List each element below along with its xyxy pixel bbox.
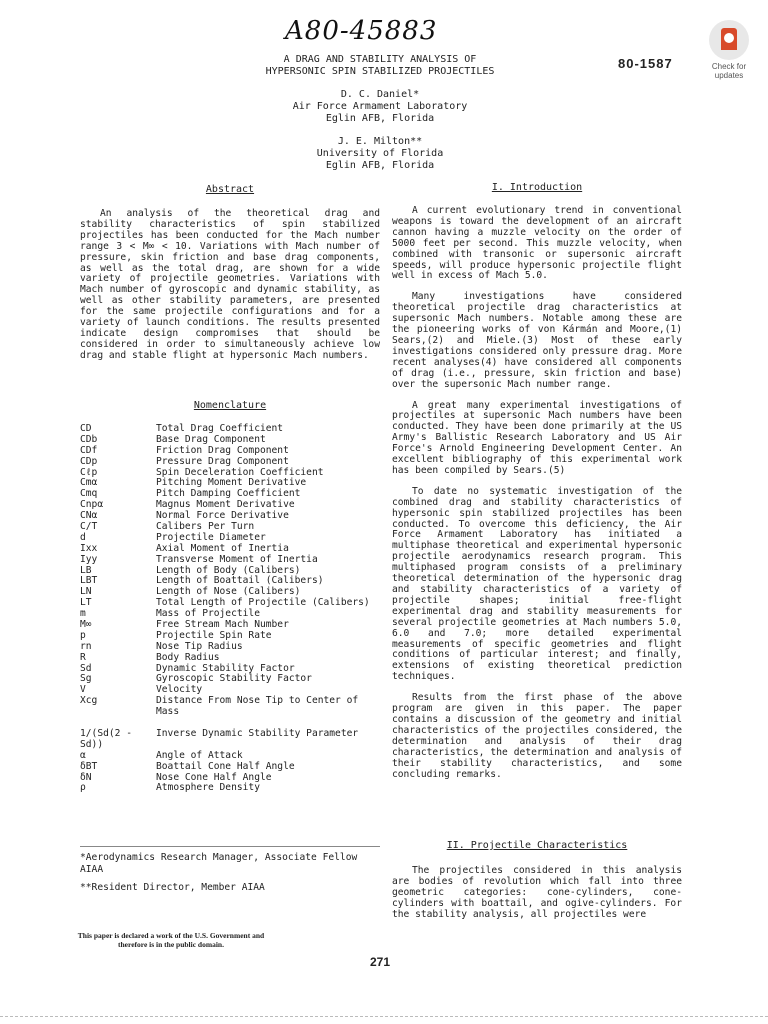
author-name: J. E. Milton** <box>337 136 423 147</box>
nomenclature-definition: Mass <box>156 706 180 718</box>
nomenclature-symbol: CDb <box>80 433 98 445</box>
author-affiliation: Air Force Armament Laboratory <box>292 101 468 112</box>
footnote-2: **Resident Director, Member AIAA <box>80 882 265 893</box>
public-domain-declaration: This paper is declared a work of the U.S. Government and therefore is in the public domain. <box>77 931 265 949</box>
nomenclature-definition: Atmosphere Density <box>156 782 260 794</box>
nomenclature-definition: Normal Force Derivative <box>156 510 289 522</box>
nomenclature-definition: Nose Cone Half Angle <box>156 771 272 783</box>
nomenclature-symbol: CD <box>80 423 92 434</box>
abstract-text: An analysis of the theoretical drag and stability characteristics of spin stabilized projectiles has been conducted for the Mach number range 3 < M∞ < 10. Variations with Mach number of pressure, skin friction and base drag components, as well as the total drag, are shown for a wide variety of projectile geometries. Variations with Mach number of gyroscopic and dynamic stability, as well as other stability parameters, are presented for the same projectile configurations and for a variety of launch conditions. The results presented indicate design compromises that should be considered in order to simultaneously achieve low drag and stable flight at hypersonic Mach numbers. <box>80 208 380 361</box>
nomenclature-row <box>80 674 380 685</box>
intro-paragraph-4: To date no systematic investigation of the combined drag and stability characteristics of hypersonic spin stabilized projectiles has been conducted. To overcome this deficiency, the Air Force Armament Laboratory has initiated a multiphase theoretical and experimental hypersonic projectile aerodynamics research program. This multiphased program consists of a preliminary theoretical determination of the hypersonic drag and stability characteristics of a variety of projectile shapes; initial free-flight experimental drag and stability measurements for several projectile geometries at Mach numbers 5.0, 6.0 and 7.0; more detailed experimental measurements of specific geometries and flight conditions of particular interest; and finally, extensions of existing theoretical prediction techniques. <box>392 485 682 683</box>
abstract-heading: Abstract <box>205 184 255 195</box>
nomenclature-definition: Length of Body (Calibers) <box>156 564 301 576</box>
nomenclature-symbol: CNα <box>80 510 98 522</box>
nomenclature-symbol: α <box>80 749 86 761</box>
nomenclature-heading: Nomenclature <box>193 400 267 411</box>
intro-paragraph-5: Results from the first phase of the above program are given in this paper. The paper contains a discussion of the geometry and initial characteristics of the projectiles considered, the determination and analysis of their drag characteristics, the determination and analysis of their stability characteristics, and some concluding remarks. <box>392 692 682 780</box>
nomenclature-symbol: Iyy <box>80 553 98 565</box>
section-2-body <box>392 866 682 921</box>
bookmark-icon <box>709 20 749 60</box>
intro-paragraph-3: A great many experimental investigations of projectiles at supersonic Mach numbers have been conducted. They have been done primarily at the US Army's Ballistic Research Laboratory and US Air Force's Arnold Engineering Development Center. An excellent bibliography of this experimental work has been compiled by Sears.(5) <box>392 399 682 476</box>
author-location: Eglin AFB, Florida <box>325 113 435 124</box>
nomenclature-definition: Free Stream Mach Number <box>156 619 289 631</box>
nomenclature-row <box>80 642 380 653</box>
nomenclature-symbol: δBT <box>80 760 98 772</box>
nomenclature-definition: Length of Nose (Calibers) <box>156 586 301 598</box>
nomenclature-definition: Projectile Spin Rate <box>156 629 272 641</box>
nomenclature-row <box>80 555 380 566</box>
nomenclature-definition: Projectile Diameter <box>156 531 266 543</box>
nomenclature-definition: Calibers Per Turn <box>156 521 255 533</box>
nomenclature-definition: Nose Tip Radius <box>156 640 243 652</box>
nomenclature-definition: Dynamic Stability Factor <box>156 662 295 674</box>
nomenclature-definition: Gyroscopic Stability Factor <box>156 673 312 685</box>
nomenclature-row <box>80 751 380 762</box>
nomenclature-list <box>80 424 380 794</box>
nomenclature-symbol: LN <box>80 586 92 598</box>
badge-text-2: updates <box>714 71 744 80</box>
footnote-1: *Aerodynamics Research Manager, Associate Fellow AIAA <box>80 852 358 875</box>
nomenclature-symbol: 1/(Sd(2 - Sd)) <box>80 727 132 750</box>
introduction-body <box>392 206 682 780</box>
nomenclature-symbol: C/T <box>80 521 98 533</box>
nomenclature-row <box>80 707 380 718</box>
nomenclature-row <box>80 653 380 664</box>
author-location: Eglin AFB, Florida <box>325 160 435 171</box>
nomenclature-definition: Axial Moment of Inertia <box>156 542 289 554</box>
section-2-paragraph-1: The projectiles considered in this analysis are bodies of revolution which fall into three geometric categories: cone-cylinders, cone-cylinders with boattail, and ogive-cylinders. For the stability analysis, all projectiles were <box>392 865 682 920</box>
nomenclature-row <box>80 783 380 794</box>
title-line-1: A DRAG AND STABILITY ANALYSIS OF <box>283 54 477 65</box>
nomenclature-row <box>80 727 380 750</box>
nomenclature-symbol: δN <box>80 771 92 783</box>
handwritten-accession-number: A80-45883 <box>285 16 438 46</box>
nomenclature-definition: Length of Boattail (Calibers) <box>156 575 324 587</box>
nomenclature-symbol: Sg <box>80 673 92 685</box>
nomenclature-definition: Distance From Nose Tip to Center of <box>156 695 359 707</box>
scan-edge-line <box>0 1016 768 1018</box>
nomenclature-symbol: Ixx <box>80 542 98 554</box>
author-affiliation: University of Florida <box>316 148 444 159</box>
nomenclature-definition: Inverse Dynamic Stability Parameter <box>156 727 359 739</box>
nomenclature-definition: Total Length of Projectile (Calibers) <box>156 597 370 609</box>
author-block-2 <box>250 136 510 172</box>
nomenclature-symbol: Cmq <box>80 488 98 500</box>
paper-title <box>230 54 530 78</box>
section-2-heading: II. Projectile Characteristics <box>446 840 628 851</box>
nomenclature-definition: Spin Deceleration Coefficient <box>156 466 324 478</box>
nomenclature-symbol: p <box>80 629 86 641</box>
nomenclature-symbol: M∞ <box>80 619 92 631</box>
intro-paragraph-2: Many investigations have considered theoretical projectile drag characteristics at supersonic Mach numbers. Notable among these are the pioneering works of von Kármán and Moore,(1) Sears,(2) and Miele.(3) Most of these early investigations considered only pressure drag. More recent analyses(4) have considered all components of drag (i.e., pressure, skin friction and base) over the supersonic Mach number range. <box>392 291 682 390</box>
nomenclature-symbol: Xcg <box>80 695 98 707</box>
nomenclature-definition: Base Drag Component <box>156 433 266 445</box>
nomenclature-definition: Magnus Moment Derivative <box>156 499 295 511</box>
nomenclature-symbol: LT <box>80 597 92 609</box>
nomenclature-symbol: ρ <box>80 782 86 794</box>
nomenclature-definition: Transverse Moment of Inertia <box>156 553 318 565</box>
nomenclature-definition: Friction Drag Component <box>156 444 289 456</box>
nomenclature-symbol: CDf <box>80 444 98 456</box>
nomenclature-definition: Velocity <box>156 684 203 696</box>
nomenclature-definition: Pitching Moment Derivative <box>156 477 307 489</box>
nomenclature-symbol: LBT <box>80 575 98 587</box>
nomenclature-row <box>80 457 380 468</box>
check-for-updates-badge[interactable] <box>704 20 754 84</box>
nomenclature-definition: Total Drag Coefficient <box>156 423 284 434</box>
nomenclature-definition: Body Radius <box>156 651 220 663</box>
nomenclature-symbol: Cℓp <box>80 466 98 478</box>
nomenclature-symbol: R <box>80 651 86 663</box>
author-name: D. C. Daniel* <box>340 89 420 100</box>
nomenclature-symbol <box>80 707 156 718</box>
page-number: 271 <box>370 955 391 969</box>
nomenclature-symbol: V <box>80 684 86 696</box>
nomenclature-symbol: rn <box>80 640 92 652</box>
nomenclature-definition: Pressure Drag Component <box>156 455 289 467</box>
footnote-divider <box>80 846 380 847</box>
abstract-body <box>80 209 380 362</box>
nomenclature-symbol: LB <box>80 564 92 576</box>
nomenclature-definition: Mass of Projectile <box>156 608 260 620</box>
nomenclature-definition: Pitch Damping Coefficient <box>156 488 301 500</box>
paper-number: 80-1587 <box>618 56 673 71</box>
nomenclature-definition: Angle of Attack <box>156 749 243 761</box>
nomenclature-symbol: m <box>80 608 86 620</box>
nomenclature-symbol: Sd <box>80 662 92 674</box>
nomenclature-definition: Boattail Cone Half Angle <box>156 760 295 772</box>
introduction-heading: I. Introduction <box>491 182 583 193</box>
author-block-1 <box>250 89 510 125</box>
nomenclature-row <box>80 696 380 707</box>
nomenclature-symbol <box>80 740 156 751</box>
nomenclature-symbol: Cmα <box>80 477 98 489</box>
nomenclature-symbol: CDp <box>80 455 98 467</box>
nomenclature-row <box>80 762 380 773</box>
nomenclature-symbol: Cnpα <box>80 499 104 511</box>
badge-text-1: Check for <box>711 62 747 71</box>
intro-paragraph-1: A current evolutionary trend in conventional weapons is toward the development of an aircraft cannon having a muzzle velocity on the order of 5000 feet per second. This muzzle velocity, when combined with transonic or supersonic aircraft speeds, will produce hypersonic projectile flight well in excess of Mach 5.0. <box>392 205 682 282</box>
title-line-2: HYPERSONIC SPIN STABILIZED PROJECTILES <box>265 66 495 77</box>
nomenclature-symbol: d <box>80 531 86 543</box>
